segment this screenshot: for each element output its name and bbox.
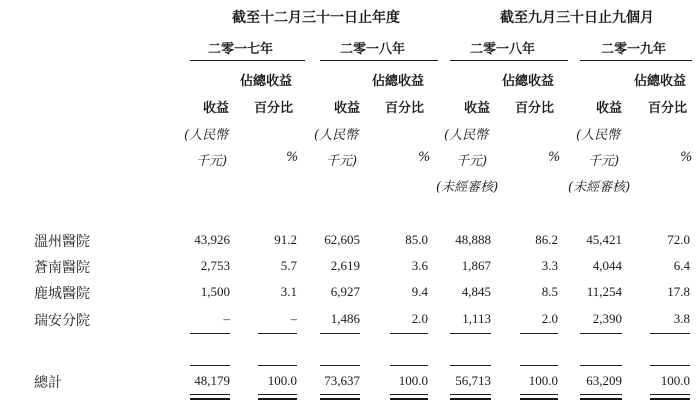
- unit-thousand-3: 千元): [456, 154, 488, 169]
- cell: 8.5: [541, 284, 558, 299]
- cell: 2,390: [592, 311, 622, 326]
- cell: 100.0: [267, 373, 297, 388]
- row-label: 蒼南醫院: [34, 260, 90, 276]
- pct-header-bottom-1: 百分比: [254, 101, 294, 116]
- pct-header-bottom-4: 百分比: [648, 101, 688, 116]
- cell: 6.4: [673, 258, 690, 273]
- cell: 48,179: [194, 373, 230, 388]
- cell: –: [290, 311, 297, 326]
- cell: 56,713: [455, 373, 491, 388]
- pct-header-bottom-3: 百分比: [515, 101, 555, 116]
- unit-thousand-1: 千元): [196, 154, 228, 169]
- unaudited-label-2019-9m: (未經審核): [568, 180, 631, 195]
- cell: 2,619: [330, 258, 360, 273]
- unit-thousand-4: 千元): [588, 154, 620, 169]
- cell: 1,867: [461, 258, 491, 273]
- cell: 2,753: [200, 258, 230, 273]
- revenue-header-4: 收益: [596, 101, 623, 116]
- pct-header-top-4: 佔總收益: [634, 74, 687, 89]
- cell: 63,209: [586, 373, 622, 388]
- unit-thousand-2: 千元): [326, 154, 358, 169]
- unit-rmb-3: (人民幣: [444, 128, 489, 143]
- total-label: 總計: [34, 375, 62, 391]
- pct-header-top-2: 佔總收益: [372, 74, 425, 89]
- unit-pct-1: %: [286, 150, 299, 165]
- cell: 72.0: [667, 232, 690, 247]
- cell: 2.0: [541, 311, 558, 326]
- year-header-2019-9m: 二零一九年: [601, 42, 667, 57]
- cell: 11,254: [586, 284, 622, 299]
- row-label: 溫州醫院: [34, 234, 90, 250]
- pct-header-bottom-2: 百分比: [385, 101, 425, 116]
- pct-header-top-1: 佔總收益: [240, 74, 293, 89]
- revenue-header-2: 收益: [334, 101, 361, 116]
- cell: 100.0: [398, 373, 428, 388]
- cell: 5.7: [280, 258, 297, 273]
- cell: 48,888: [455, 232, 491, 247]
- cell: 3.6: [411, 258, 428, 273]
- year-header-2018: 二零一八年: [340, 42, 406, 57]
- cell: 86.2: [535, 232, 558, 247]
- cell: 17.8: [667, 284, 690, 299]
- cell: 100.0: [528, 373, 558, 388]
- year-header-2018-9m: 二零一八年: [470, 42, 536, 57]
- cell: 6,927: [330, 284, 360, 299]
- revenue-header-1: 收益: [203, 101, 230, 116]
- unit-pct-3: %: [548, 150, 561, 165]
- cell: 3.8: [673, 311, 690, 326]
- cell: 1,500: [200, 284, 230, 299]
- cell: 9.4: [411, 284, 428, 299]
- cell: 3.1: [280, 284, 297, 299]
- cell: 73,637: [324, 373, 360, 388]
- cell: 91.2: [274, 232, 297, 247]
- unaudited-label-2018-9m: (未經審核): [436, 180, 499, 195]
- unit-rmb-2: (人民幣: [314, 128, 359, 143]
- cell: 1,486: [330, 311, 360, 326]
- cell: 2.0: [411, 311, 428, 326]
- cell: 3.3: [541, 258, 558, 273]
- cell: 45,421: [586, 232, 622, 247]
- cell: 4,845: [461, 284, 491, 299]
- unit-rmb-1: (人民幣: [184, 128, 229, 143]
- year-header-2017: 二零一七年: [208, 42, 274, 57]
- cell: 4,044: [592, 258, 622, 273]
- cell: –: [223, 311, 230, 326]
- unit-pct-4: %: [680, 150, 693, 165]
- unit-rmb-4: (人民幣: [576, 128, 621, 143]
- row-label: 鹿城醫院: [34, 286, 90, 302]
- cell: 62,605: [324, 232, 360, 247]
- cell: 85.0: [405, 232, 428, 247]
- period-header-year-ended: 截至十二月三十一日止年度: [232, 10, 400, 26]
- period-header-nine-months: 截至九月三十日止九個月: [500, 10, 654, 26]
- pct-header-top-3: 佔總收益: [502, 74, 555, 89]
- cell: 100.0: [660, 373, 690, 388]
- cell: 1,113: [462, 311, 491, 326]
- revenue-header-3: 收益: [464, 101, 491, 116]
- row-label: 瑞安分院: [34, 313, 90, 329]
- cell: 43,926: [194, 232, 230, 247]
- unit-pct-2: %: [418, 150, 431, 165]
